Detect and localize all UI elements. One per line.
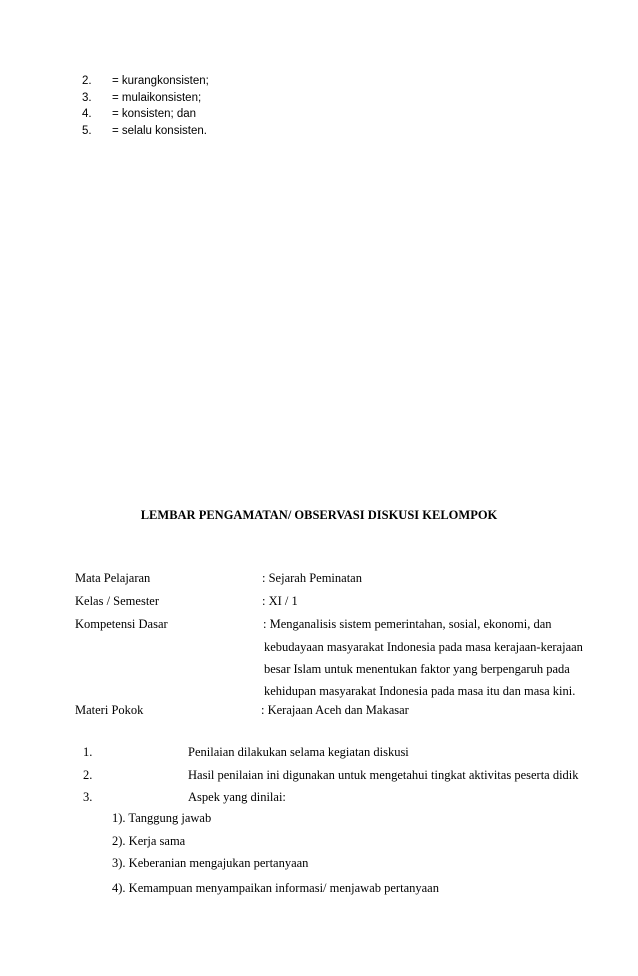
info-label: Kompetensi Dasar xyxy=(75,617,168,631)
info-value: : Kerajaan Aceh dan Makasar xyxy=(261,703,409,717)
numbered-item-number: 3. xyxy=(83,790,93,804)
info-label: Mata Pelajaran xyxy=(75,571,151,585)
kompetensi-continuation: besar Islam untuk menentukan faktor yang berpengaruh pada xyxy=(264,662,570,676)
info-value: : XI / 1 xyxy=(262,594,298,608)
info-label: Kelas / Semester xyxy=(75,594,160,608)
scale-list xyxy=(82,73,209,139)
page-title: LEMBAR PENGAMATAN/ OBSERVASI DISKUSI KELOMPOK xyxy=(140,508,498,522)
kompetensi-continuation: kebudayaan masyarakat Indonesia pada masa kerajaan-kerajaan xyxy=(264,640,583,654)
scale-item-number: 3. xyxy=(82,91,92,104)
scale-item-text: = konsisten; dan xyxy=(112,108,197,120)
scale-item-text: = kurangkonsisten; xyxy=(112,75,209,87)
scale-item xyxy=(82,73,209,90)
scale-item-number: 2. xyxy=(82,75,92,87)
scale-item-number: 5. xyxy=(82,124,92,137)
numbered-item-number: 1. xyxy=(83,745,93,759)
scale-item xyxy=(82,106,209,123)
scale-item-text: = selalu konsisten. xyxy=(112,124,207,137)
scale-item-number: 4. xyxy=(82,108,92,120)
scale-item xyxy=(82,90,209,107)
kompetensi-continuation: kehidupan masyarakat Indonesia pada masa itu dan masa kini. xyxy=(264,684,576,698)
scale-item-text: = mulaikonsisten; xyxy=(112,91,202,104)
numbered-item-number: 2. xyxy=(83,768,93,782)
numbered-item-text: Aspek yang dinilai: xyxy=(188,790,286,804)
numbered-item-text: Penilaian dilakukan selama kegiatan diskusi xyxy=(188,745,409,759)
scale-item xyxy=(82,123,209,140)
numbered-item-text: Hasil penilaian ini digunakan untuk mengetahui tingkat aktivitas peserta didik xyxy=(188,768,579,782)
aspect-item: 4). Kemampuan menyampaikan informasi/ menjawab pertanyaan xyxy=(112,881,439,895)
info-value: : Sejarah Peminatan xyxy=(262,571,362,585)
aspect-item: 2). Kerja sama xyxy=(112,834,186,848)
aspect-item: 3). Keberanian mengajukan pertanyaan xyxy=(112,856,309,870)
info-label: Materi Pokok xyxy=(75,703,144,717)
info-value: : Menganalisis sistem pemerintahan, sosial, ekonomi, dan xyxy=(263,617,552,631)
aspect-item: 1). Tanggung jawab xyxy=(112,811,212,825)
